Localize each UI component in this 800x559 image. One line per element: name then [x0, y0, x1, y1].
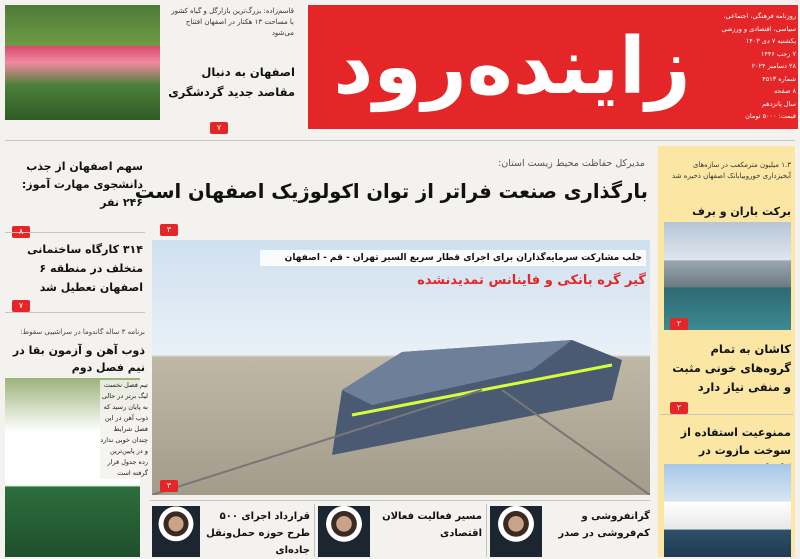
flowers-photo — [5, 5, 160, 120]
cooling-tower-photo — [664, 464, 791, 557]
top-item-headline: اصفهان به دنبال مقاصد جدید گردشگری — [168, 65, 295, 99]
page-badge: ۲ — [670, 402, 688, 414]
meta-line: سیاسی، اقتصادی و ورزشی — [721, 24, 796, 33]
left-story-3-kicker: برنامه ۳ ساله گاندوما در سراشیبی سقوط: — [20, 328, 145, 336]
divider — [314, 504, 315, 557]
right-story-1-small: ۱.۳ میلیون مترمکعب در سازه‌های آبخیزداری خوروبیابانک اصفهان ذخیره شد — [672, 161, 791, 180]
bottom-story-3: گرانفروشی و کم‌فروشی در صدر — [558, 511, 650, 539]
meta-line: روزنامه فرهنگی، اجتماعی، — [723, 12, 796, 20]
right-story-2-title: کاشان به تمام گروه‌های خونی مثبت و منفی نیاز دارد — [672, 342, 791, 394]
meta-line: ۸ صفحه — [773, 87, 796, 95]
meta-line: یکشنبه ۷ دی ۱۴۰۳ — [745, 37, 796, 45]
meta-line: شماره ۴۵۱۳ — [762, 74, 796, 83]
page-badge: ۳ — [160, 224, 178, 236]
left-story-3-body: تیم فصل نخست لیگ برتر در حالی به پایان رسید که ذوب آهن در این فصل شرایط چندان خوبی ندارد و در پایین‌ترین رده جدول قرار گرفته است — [100, 381, 148, 477]
lead-kicker: مدیرکل حفاظت محیط زیست استان: — [498, 158, 645, 169]
right-story-1-title: برکت باران و برف — [692, 205, 791, 218]
divider — [5, 232, 145, 233]
left-story-1: سهم اصفهان از جذب دانشجوی مهارت آموز: ۲۴۶ نفر — [21, 160, 143, 209]
divider — [660, 414, 793, 415]
masthead-meta — [712, 10, 796, 126]
divider — [150, 500, 650, 501]
portrait-photo — [318, 506, 370, 557]
divider — [486, 504, 487, 557]
page-badge: ۲ — [670, 318, 688, 330]
snow-photo — [664, 222, 791, 330]
meta-line: قیمت: ۵۰۰۰ تومان — [745, 112, 796, 120]
page-badge: ۷ — [12, 300, 30, 312]
bottom-story-2: مسیر فعالیت فعالان اقتصادی — [382, 511, 482, 539]
portrait-photo — [152, 506, 200, 557]
top-item-small: قاسم‌زاده: بزرگ‌ترین بازارگل و گیاه کشور با مساحت ۱۳ هکتار در اصفهان افتتاح می‌شود — [171, 7, 294, 37]
page-badge: ۷ — [210, 122, 228, 134]
left-story-3-headline: ذوب آهن و آزمون بقا در نیم فصل دوم — [12, 344, 145, 374]
divider — [5, 312, 145, 313]
page-badge: ۳ — [160, 480, 178, 492]
masthead-logo: زاینده‌رود — [333, 22, 691, 112]
left-story-2: ۳۱۴ کارگاه ساختمانی متخلف در منطقه ۶ اصفهان تعطیل شد — [27, 243, 143, 294]
train-story-kicker: جلب مشارکت سرمایه‌گذاران برای اجرای قطار سریع السیر تهران - قم - اصفهان — [260, 250, 646, 266]
meta-line: ۷ رجب ۱۴۴۶ — [760, 49, 796, 58]
lead-headline: بارگذاری صنعت فراتر از توان اکولوژیک اصفهان است — [134, 180, 648, 203]
right-story-3-title: ممنوعیت استفاده از سوخت مازوت در — [680, 426, 791, 457]
portrait-photo — [490, 506, 542, 557]
meta-line: ۲۸ دسامبر ۲۰۲۴ — [751, 62, 796, 70]
bottom-story-1: قرارداد اجرای ۵۰۰ طرح حوزه حمل‌ونقل جاده‌ای — [206, 511, 310, 556]
meta-line: سال پانزدهم — [761, 99, 796, 108]
divider — [5, 140, 795, 141]
train-story-headline: گیر گره بانکی و فاینانس تمدیدنشده — [417, 273, 646, 288]
